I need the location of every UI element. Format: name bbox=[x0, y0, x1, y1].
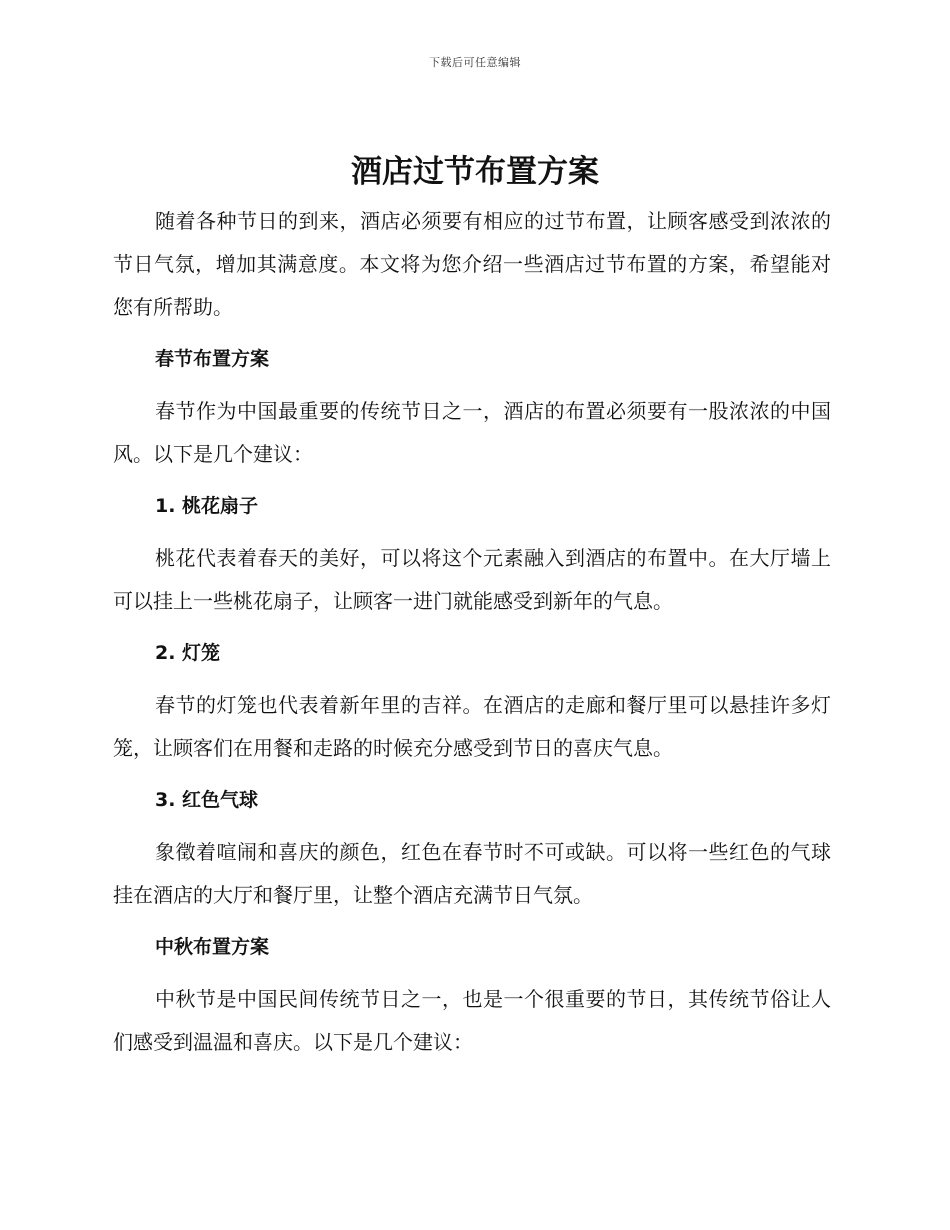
lantern-paragraph: 春节的灯笼也代表着新年里的吉祥。在酒店的走廊和餐厅里可以悬挂许多灯笼，让顾客们在用餐和走路的时候充分感受到节日的喜庆气息。 bbox=[113, 693, 831, 760]
mid-autumn-intro-paragraph: 中秋节是中国民间传统节日之一，也是一个很重要的节日，其传统节俗让人们感受到温温和喜庆。以下是几个建议： bbox=[113, 987, 831, 1054]
document-title: 酒店过节布置方案 bbox=[351, 154, 599, 190]
document-body bbox=[113, 200, 831, 1064]
intro-paragraph: 随着各种节日的到来，酒店必须要有相应的过节布置，让顾客感受到浓浓的节日气氛，增加其满意度。本文将为您介绍一些酒店过节布置的方案，希望能对您有所帮助。 bbox=[113, 209, 831, 319]
subheading-peach-fan: 1. 桃花扇子 bbox=[155, 495, 259, 517]
header-note: 下载后可任意编辑 bbox=[429, 56, 521, 69]
spring-intro-paragraph: 春节作为中国最重要的传统节日之一，酒店的布置必须要有一股浓浓的中国风。以下是几个建议： bbox=[113, 399, 831, 466]
section-heading-spring: 春节布置方案 bbox=[155, 348, 270, 370]
section-heading-mid-autumn: 中秋布置方案 bbox=[155, 936, 270, 958]
subheading-lantern: 2. 灯笼 bbox=[155, 642, 221, 664]
peach-fan-paragraph: 桃花代表着春天的美好，可以将这个元素融入到酒店的布置中。在大厅墙上可以挂上一些桃花扇子，让顾客一进门就能感受到新年的气息。 bbox=[113, 546, 831, 613]
subheading-red-balloon: 3. 红色气球 bbox=[155, 789, 259, 811]
red-balloon-paragraph: 象徵着喧闹和喜庆的颜色，红色在春节时不可或缺。可以将一些红色的气球挂在酒店的大厅和餐厅里，让整个酒店充满节日气氛。 bbox=[113, 840, 831, 907]
